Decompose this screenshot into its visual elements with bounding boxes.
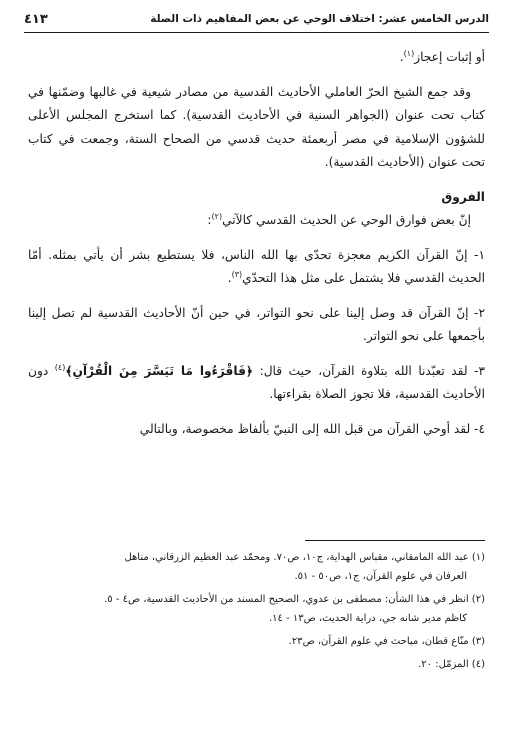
footnote-ref-3[interactable]: (٣) <box>231 269 243 279</box>
paragraph-3 <box>28 209 485 233</box>
footnote-1 <box>28 548 485 586</box>
paragraph-1-end: . <box>399 50 404 64</box>
quran-verse: ﴿فَاقْرَءُوا مَا تَيَسَّرَ مِنَ الْقُرْآنِ﴾ <box>65 363 254 378</box>
list-item-3-text-b: دون الأحاديث القدسية، فلا تجوز الصلاة بقراءتها. <box>28 363 485 401</box>
paragraph-3-text: إنّ بعض فوارق الوحي عن الحديث القدسي كالآتي <box>222 213 471 227</box>
section-heading: الفروق <box>441 189 485 204</box>
footnote-ref-4[interactable]: (٤) <box>54 362 66 372</box>
paragraph-3-end: : <box>207 213 212 227</box>
footnote-1-line-2: العرفان في علوم القرآن، ج١، ص٥٠ - ٥١. <box>294 571 467 582</box>
list-item-2: ٢- إنّ القرآن قد وصل إلينا على نحو التواتر، في حين أنّ الأحاديث القدسية لم تصل إلينا بأجمعها على نحو التواتر. <box>28 305 485 343</box>
footnote-separator <box>305 540 485 541</box>
list-item-4: ٤- لقد أوحي القرآن من قبل الله إلى النبيّ بألفاظ مخصوصة، وبالتالي <box>139 421 485 436</box>
header-title: الدرس الخامس عشر: اختلاف الوحي عن بعض المفاهيم ذات الصلة <box>150 13 489 25</box>
main-text <box>28 46 485 441</box>
list-item-1-end: . <box>227 271 232 285</box>
footnote-3: (٣) منّاع قطان، مباحث في علوم القرآن، ص٢٣. <box>288 636 485 647</box>
footnote-ref-2[interactable]: (٢) <box>211 211 223 221</box>
footnotes <box>28 548 485 678</box>
paragraph-2: وقد جمع الشيخ الحرّ العاملي الأحاديث القدسية من مصادر شيعية في غالبها وضمّنها في كتاب تحت عنوان (الجواهر السنية في الأحاديث القدسية). كما استخرج المجلس الأعلى للشؤون الإسلامية في مصر أربعمئة حديث قدسي من الصحاح الستة، وجمعت في كتاب تحت عنوان (الأحاديث القدسية). <box>28 84 485 169</box>
page-number: ٤١٣ <box>24 11 48 27</box>
list-item-1-text: ١- إنّ القرآن الكريم معجزة تحدّى بها الله الناس، فلا يستطيع بشر أن يأتي بمثله. أمّا الحديث القدسي فلا يشتمل على مثل هذا التحدّي <box>28 247 485 285</box>
footnote-1-line-1: (١) عبد الله المامقاني، مقباس الهداية، ج١٠، ص٧٠. ومحمّد عبد العظيم الزرقاني، مناهل <box>124 552 485 563</box>
paragraph-1 <box>28 46 485 70</box>
footnote-ref-1[interactable]: (١) <box>403 48 415 58</box>
list-item-3-text-a: ٣- لقد تعبّدنا الله بتلاوة القرآن، حيث قال: <box>253 363 486 378</box>
list-item-1 <box>28 244 485 291</box>
paragraph-1-text: أو إثبات إعجاز <box>414 50 485 64</box>
footnote-2-line-1: (٢) انظر في هذا الشأن: مصطفى بن عدوي، الصحيح المسند من الأحاديث القدسية، ص٤ - ٥. <box>104 594 485 605</box>
running-header <box>24 6 489 33</box>
list-item-3 <box>28 360 485 407</box>
footnote-2-line-2: كاظم مدير شانه جي، دراية الحديث، ص١٣ - ١٤. <box>268 613 467 624</box>
footnote-4: (٤) المزمّل: ٢٠. <box>418 659 485 670</box>
footnote-2 <box>28 590 485 628</box>
